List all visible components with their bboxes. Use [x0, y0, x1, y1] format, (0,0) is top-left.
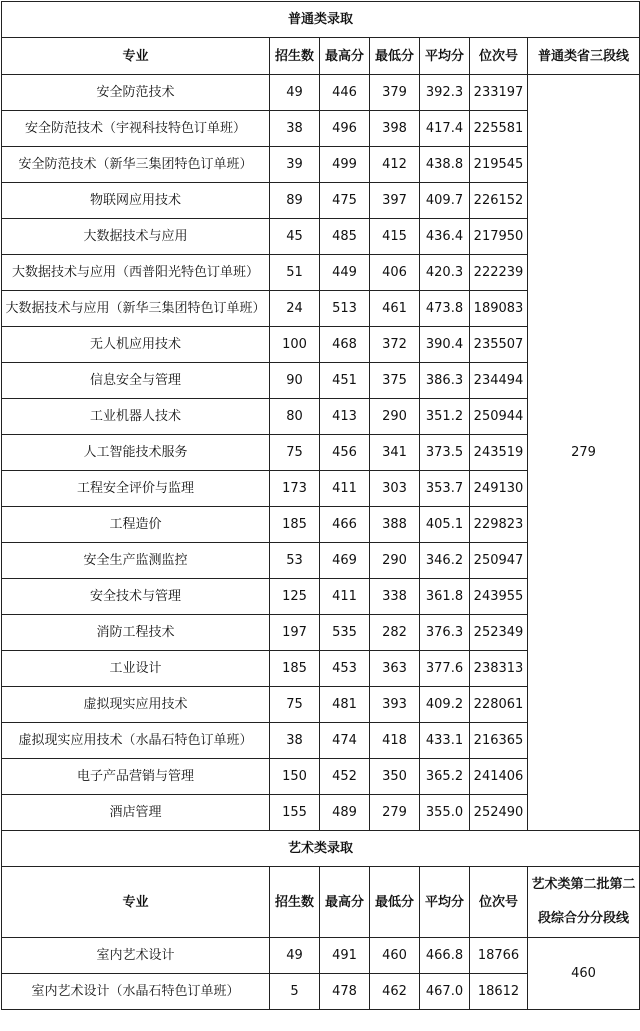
max-score-cell: 475: [320, 183, 370, 219]
avg-score-cell: 355.0: [420, 795, 470, 831]
enrollment-cell: 53: [270, 543, 320, 579]
enrollment-cell: 185: [270, 507, 320, 543]
avg-score-cell: 390.4: [420, 327, 470, 363]
major-cell: 工程造价: [2, 507, 270, 543]
table-row: [2, 75, 640, 111]
avg-score-cell: 361.8: [420, 579, 470, 615]
rank-cell: 250947: [470, 543, 528, 579]
enrollment-cell: 125: [270, 579, 320, 615]
min-score-cell: 418: [370, 723, 420, 759]
column-header: 平均分: [420, 38, 470, 75]
max-score-cell: 489: [320, 795, 370, 831]
max-score-cell: 481: [320, 687, 370, 723]
enrollment-cell: 150: [270, 759, 320, 795]
max-score-cell: 411: [320, 471, 370, 507]
enrollment-cell: 90: [270, 363, 320, 399]
rank-cell: 217950: [470, 219, 528, 255]
enrollment-cell: 173: [270, 471, 320, 507]
major-cell: 工业设计: [2, 651, 270, 687]
min-score-cell: 398: [370, 111, 420, 147]
major-cell: 工程安全评价与监理: [2, 471, 270, 507]
column-header: 平均分: [420, 867, 470, 938]
avg-score-cell: 417.4: [420, 111, 470, 147]
min-score-cell: 393: [370, 687, 420, 723]
rank-cell: 250944: [470, 399, 528, 435]
column-header: 专业: [2, 867, 270, 938]
max-score-cell: 466: [320, 507, 370, 543]
header-row: [2, 867, 640, 938]
max-score-cell: 485: [320, 219, 370, 255]
min-score-cell: 338: [370, 579, 420, 615]
rank-cell: 228061: [470, 687, 528, 723]
avg-score-cell: 405.1: [420, 507, 470, 543]
enrollment-cell: 75: [270, 435, 320, 471]
min-score-cell: 372: [370, 327, 420, 363]
avg-score-cell: 433.1: [420, 723, 470, 759]
rank-cell: 18766: [470, 938, 528, 974]
min-score-cell: 412: [370, 147, 420, 183]
rank-cell: 241406: [470, 759, 528, 795]
avg-score-cell: 353.7: [420, 471, 470, 507]
column-header: 最低分: [370, 38, 420, 75]
avg-score-cell: 373.5: [420, 435, 470, 471]
rank-cell: 233197: [470, 75, 528, 111]
min-score-cell: 379: [370, 75, 420, 111]
rank-cell: 216365: [470, 723, 528, 759]
major-cell: 大数据技术与应用（西普阳光特色订单班）: [2, 255, 270, 291]
min-score-cell: 350: [370, 759, 420, 795]
rank-cell: 219545: [470, 147, 528, 183]
avg-score-cell: 473.8: [420, 291, 470, 327]
max-score-cell: 499: [320, 147, 370, 183]
column-header: 最高分: [320, 38, 370, 75]
avg-score-cell: 436.4: [420, 219, 470, 255]
enrollment-cell: 100: [270, 327, 320, 363]
rank-cell: 222239: [470, 255, 528, 291]
rank-cell: 229823: [470, 507, 528, 543]
max-score-cell: 456: [320, 435, 370, 471]
major-cell: 酒店管理: [2, 795, 270, 831]
major-cell: 大数据技术与应用: [2, 219, 270, 255]
column-header: 招生数: [270, 38, 320, 75]
major-cell: 电子产品营销与管理: [2, 759, 270, 795]
max-score-cell: 491: [320, 938, 370, 974]
enrollment-cell: 75: [270, 687, 320, 723]
max-score-cell: 451: [320, 363, 370, 399]
major-cell: 室内艺术设计: [2, 938, 270, 974]
avg-score-cell: 466.8: [420, 938, 470, 974]
min-score-cell: 388: [370, 507, 420, 543]
max-score-cell: 446: [320, 75, 370, 111]
max-score-cell: 535: [320, 615, 370, 651]
rank-cell: 189083: [470, 291, 528, 327]
avg-score-cell: 351.2: [420, 399, 470, 435]
rank-cell: 235507: [470, 327, 528, 363]
avg-score-cell: 409.2: [420, 687, 470, 723]
column-header: 专业: [2, 38, 270, 75]
enrollment-cell: 89: [270, 183, 320, 219]
column-header: 位次号: [470, 38, 528, 75]
avg-score-cell: 467.0: [420, 974, 470, 1010]
rank-cell: 243955: [470, 579, 528, 615]
max-score-cell: 478: [320, 974, 370, 1010]
rank-cell: 249130: [470, 471, 528, 507]
major-cell: 虚拟现实应用技术（水晶石特色订单班）: [2, 723, 270, 759]
avg-score-cell: 409.7: [420, 183, 470, 219]
enrollment-cell: 39: [270, 147, 320, 183]
column-header: 艺术类第二批第二段综合分分段线: [528, 867, 640, 938]
avg-score-cell: 386.3: [420, 363, 470, 399]
min-score-cell: 341: [370, 435, 420, 471]
section-title-row: [2, 831, 640, 867]
enrollment-cell: 24: [270, 291, 320, 327]
avg-score-cell: 392.3: [420, 75, 470, 111]
max-score-cell: 496: [320, 111, 370, 147]
avg-score-cell: 438.8: [420, 147, 470, 183]
min-score-cell: 282: [370, 615, 420, 651]
enrollment-cell: 80: [270, 399, 320, 435]
rank-cell: 234494: [470, 363, 528, 399]
major-cell: 安全生产监测监控: [2, 543, 270, 579]
column-header: 最高分: [320, 867, 370, 938]
avg-score-cell: 365.2: [420, 759, 470, 795]
min-score-cell: 363: [370, 651, 420, 687]
major-cell: 室内艺术设计（水晶石特色订单班）: [2, 974, 270, 1010]
major-cell: 无人机应用技术: [2, 327, 270, 363]
enrollment-cell: 51: [270, 255, 320, 291]
major-cell: 大数据技术与应用（新华三集团特色订单班）: [2, 291, 270, 327]
enrollment-cell: 49: [270, 75, 320, 111]
enrollment-cell: 5: [270, 974, 320, 1010]
rank-cell: 226152: [470, 183, 528, 219]
major-cell: 安全技术与管理: [2, 579, 270, 615]
column-header: 普通类省三段线: [528, 38, 640, 75]
min-score-cell: 290: [370, 399, 420, 435]
rank-cell: 243519: [470, 435, 528, 471]
min-score-cell: 303: [370, 471, 420, 507]
enrollment-cell: 49: [270, 938, 320, 974]
section-title: 普通类录取: [2, 2, 640, 38]
min-score-cell: 375: [370, 363, 420, 399]
min-score-cell: 406: [370, 255, 420, 291]
avg-score-cell: 420.3: [420, 255, 470, 291]
major-cell: 消防工程技术: [2, 615, 270, 651]
major-cell: 安全防范技术（宇视科技特色订单班）: [2, 111, 270, 147]
table-row: [2, 938, 640, 974]
major-cell: 安全防范技术（新华三集团特色订单班）: [2, 147, 270, 183]
max-score-cell: 411: [320, 579, 370, 615]
enrollment-cell: 45: [270, 219, 320, 255]
major-cell: 物联网应用技术: [2, 183, 270, 219]
column-header: 位次号: [470, 867, 528, 938]
column-header: 招生数: [270, 867, 320, 938]
rank-cell: 18612: [470, 974, 528, 1010]
min-score-cell: 415: [370, 219, 420, 255]
major-cell: 人工智能技术服务: [2, 435, 270, 471]
enrollment-cell: 185: [270, 651, 320, 687]
min-score-cell: 279: [370, 795, 420, 831]
min-score-cell: 460: [370, 938, 420, 974]
max-score-cell: 513: [320, 291, 370, 327]
cutoff-score-cell: 460: [528, 938, 640, 1010]
max-score-cell: 413: [320, 399, 370, 435]
min-score-cell: 397: [370, 183, 420, 219]
min-score-cell: 290: [370, 543, 420, 579]
major-cell: 安全防范技术: [2, 75, 270, 111]
max-score-cell: 449: [320, 255, 370, 291]
enrollment-cell: 38: [270, 111, 320, 147]
max-score-cell: 474: [320, 723, 370, 759]
column-header: 最低分: [370, 867, 420, 938]
rank-cell: 225581: [470, 111, 528, 147]
min-score-cell: 462: [370, 974, 420, 1010]
enrollment-cell: 155: [270, 795, 320, 831]
rank-cell: 252349: [470, 615, 528, 651]
max-score-cell: 452: [320, 759, 370, 795]
enrollment-cell: 197: [270, 615, 320, 651]
max-score-cell: 469: [320, 543, 370, 579]
section-title: 艺术类录取: [2, 831, 640, 867]
rank-cell: 252490: [470, 795, 528, 831]
header-row: [2, 38, 640, 75]
major-cell: 信息安全与管理: [2, 363, 270, 399]
cutoff-score-cell: 279: [528, 75, 640, 831]
enrollment-cell: 38: [270, 723, 320, 759]
section-title-row: [2, 2, 640, 38]
avg-score-cell: 376.3: [420, 615, 470, 651]
rank-cell: 238313: [470, 651, 528, 687]
max-score-cell: 453: [320, 651, 370, 687]
avg-score-cell: 346.2: [420, 543, 470, 579]
avg-score-cell: 377.6: [420, 651, 470, 687]
admission-table: [1, 1, 640, 1010]
major-cell: 虚拟现实应用技术: [2, 687, 270, 723]
min-score-cell: 461: [370, 291, 420, 327]
major-cell: 工业机器人技术: [2, 399, 270, 435]
max-score-cell: 468: [320, 327, 370, 363]
